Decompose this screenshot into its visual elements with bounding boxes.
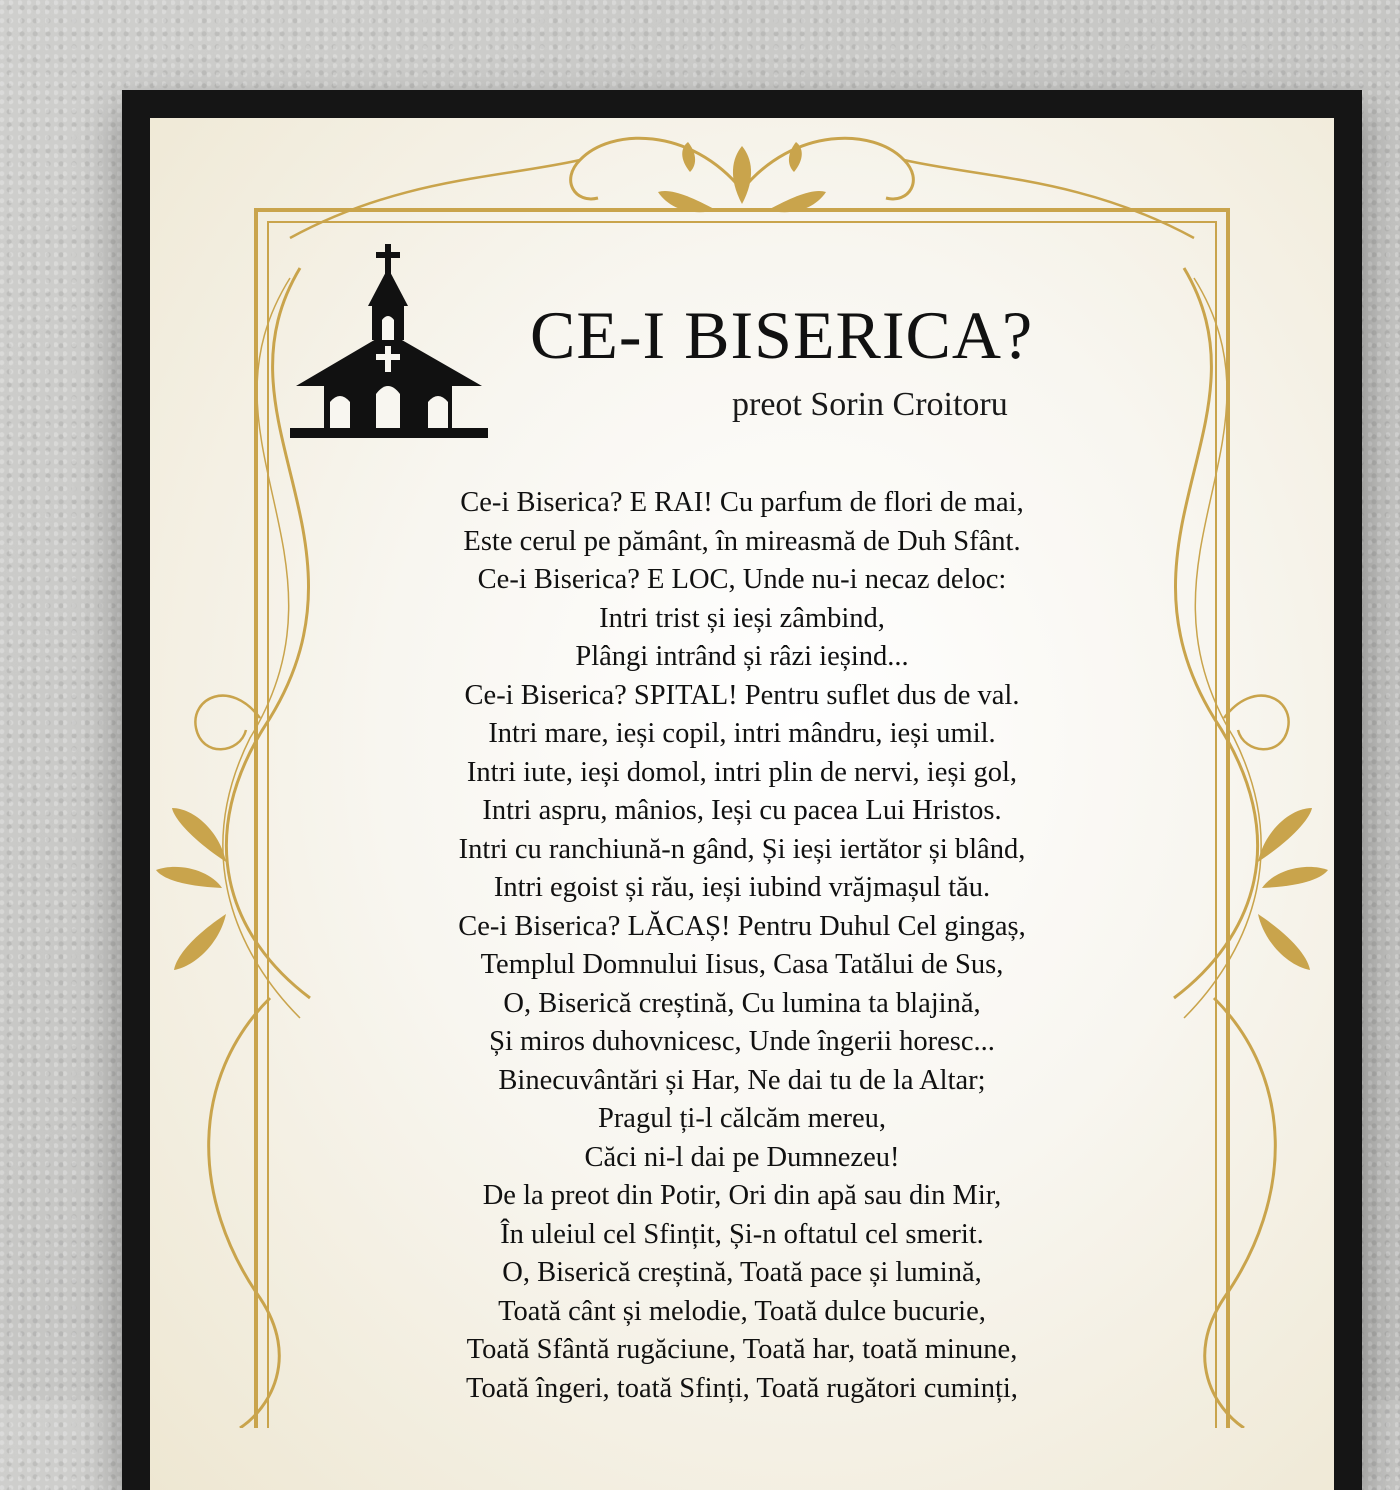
- poster-author: preot Sorin Croitoru: [732, 386, 1008, 423]
- poem-line: Intri aspru, mânios, Ieși cu pacea Lui Hristos.: [482, 795, 1002, 826]
- poem-line: Intri trist și ieși zâmbind,: [599, 602, 885, 634]
- poem-line: Ce-i Biserica? E LOC, Unde nu-i necaz deloc:: [477, 564, 1007, 595]
- poem-line: Intri iute, ieși domol, intri plin de nervi, ieși gol,: [466, 756, 1018, 788]
- poem-line: În uleiul cel Sfințit, Și-n oftatul cel smerit.: [500, 1218, 984, 1250]
- poem-line: Toată cânt și melodie, Toată dulce bucurie,: [498, 1295, 986, 1327]
- poem-line: Intri egoist și rău, ieși iubind vrăjmașul tău.: [493, 872, 991, 903]
- poem-line: Ce-i Biserica? LĂCAȘ! Pentru Duhul Cel gingaș,: [458, 910, 1026, 942]
- poem-line: Toată Sfântă rugăciune, Toată har, toată minune,: [466, 1334, 1018, 1365]
- poem-line: Pragul ți-l călcăm mereu,: [597, 1103, 887, 1134]
- poem-line: O, Biserică creștină, Toată pace și lumină,: [502, 1257, 982, 1288]
- church-icon: [290, 244, 488, 438]
- poem-line: Binecuvântări și Har, Ne dai tu de la Altar;: [498, 1064, 986, 1096]
- poem-line: Intri cu ranchiună-n gând, Și ieși iertător și blând,: [458, 833, 1026, 865]
- poem-line: Ce-i Biserica? E RAI! Cu parfum de flori de mai,: [460, 487, 1024, 518]
- poem-line: Ce-i Biserica? SPITAL! Pentru suflet dus de val.: [464, 679, 1020, 711]
- poem-text: [300, 484, 1184, 1408]
- poem-line: Este cerul pe pământ, în mireasmă de Duh Sfânt.: [463, 525, 1021, 557]
- poem-line: Toată îngeri, toată Sfinți, Toată rugători cuminți,: [466, 1372, 1018, 1404]
- poster-frame: [122, 90, 1362, 1490]
- poster-title: CE-I BISERICA?: [530, 297, 1034, 373]
- poem-line: O, Biserică creștină, Cu lumina ta blajină,: [503, 987, 981, 1019]
- poem-line: Plângi intrând și râzi ieșind...: [575, 641, 909, 672]
- poem-line: Intri mare, ieși copil, intri mândru, ieși umil.: [488, 718, 996, 749]
- poem-line: Și miros duhovnicesc, Unde îngerii horesc...: [489, 1026, 995, 1057]
- poem-line: Templul Domnului Iisus, Casa Tatălui de Sus,: [480, 949, 1004, 980]
- poem-line: Căci ni-l dai pe Dumnezeu!: [584, 1141, 900, 1173]
- poem-line: De la preot din Potir, Ori din apă sau din Mir,: [482, 1180, 1002, 1211]
- poster-paper: [150, 118, 1334, 1490]
